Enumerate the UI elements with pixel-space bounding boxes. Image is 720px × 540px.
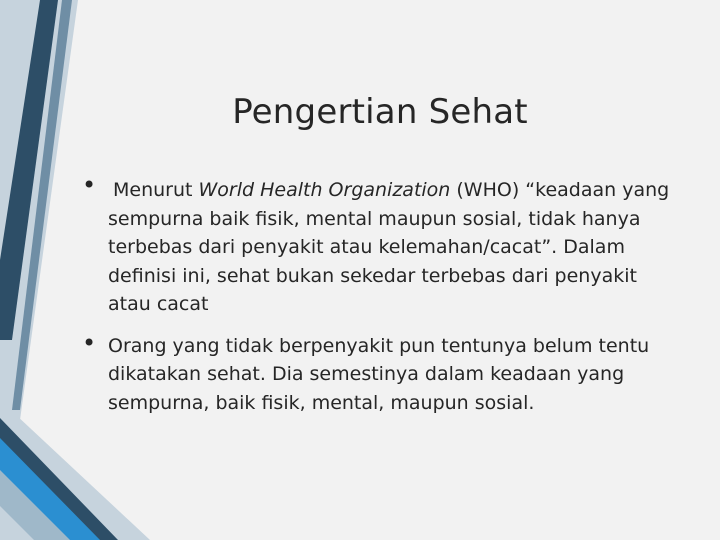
bullet-prefix: Menurut <box>113 179 199 201</box>
bullet-item-healthy-person <box>82 328 678 418</box>
slide-title: Pengertian Sehat <box>232 92 528 132</box>
bullet-italic-term: World Health Organization <box>198 179 451 201</box>
bullet-suffix: (WHO) “keadaan yang sempurna baik fisik, mental maupun sosial, tidak hanya terbebas dari penyakit atau kelemahan/cacat”. Dalam definisi ini, sehat bukan sekedar terbebas dari penyakit atau cacat <box>108 179 670 315</box>
bullet-text: Orang yang tidak berpenyakit pun tentunya belum tentu dikatakan sehat. Dia semestinya dalam keadaan yang sempurna, baik fisik, mental, maupun sosial. <box>108 334 650 414</box>
bullet-marker: • <box>82 328 97 357</box>
bullet-marker: • <box>82 171 97 199</box>
bullet-list <box>82 171 678 430</box>
bullet-item-who-definition <box>82 171 678 319</box>
